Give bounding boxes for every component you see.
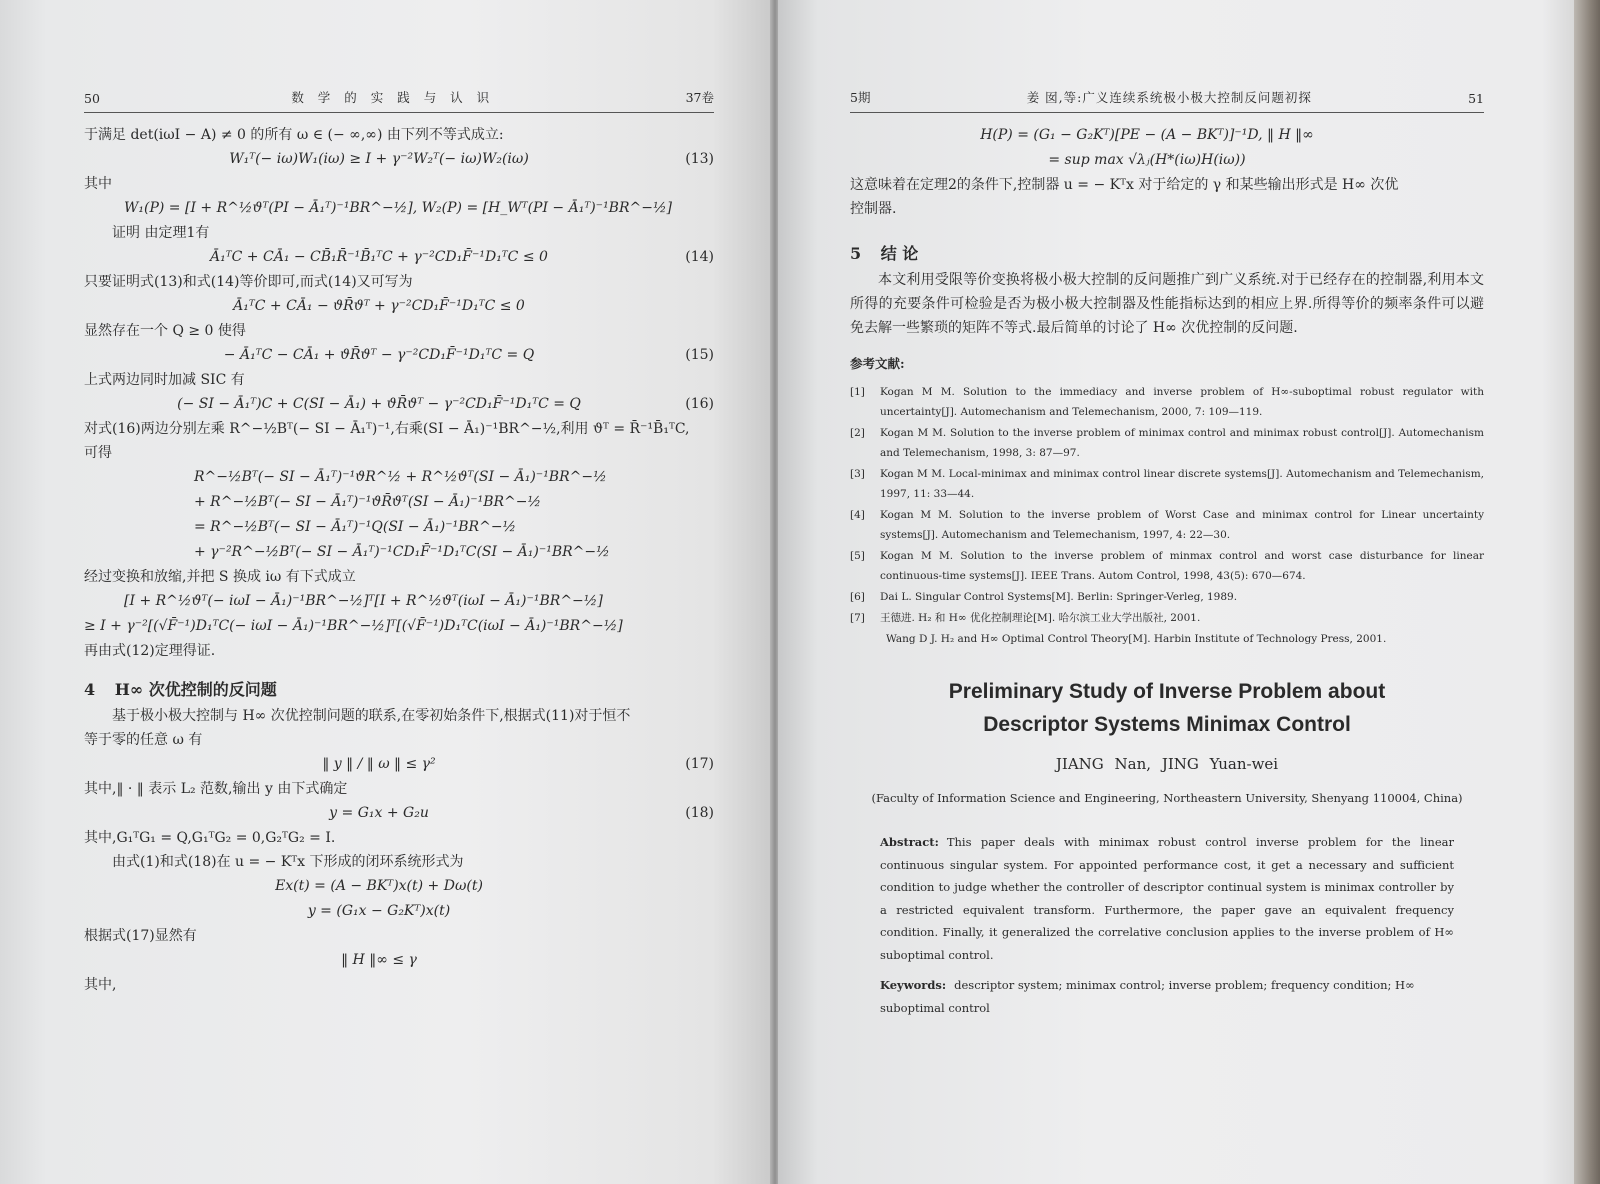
section-4-heading	[84, 677, 714, 700]
reference-item	[850, 608, 1484, 628]
theorem-conclusion	[850, 173, 1484, 221]
section-number: 4	[84, 680, 96, 699]
reference-text: Kogan M M. Solution to the inverse problem of Worst Case and minimax control for Linear uncertainty systems[J]. Automechanism and Telemechanism, 1997, 4: 22—30.	[880, 509, 1484, 541]
reference-item	[850, 505, 1484, 545]
left-page-number: 50	[84, 91, 100, 106]
equation-text: Ā₁ᵀC + CĀ₁ − ϑR̄ϑᵀ + γ⁻²CD₁F̄⁻¹D₁ᵀC ≤ 0	[233, 298, 525, 314]
equation-text: (− SI − Ā₁ᵀ)C + C(SI − Ā₁) + ϑR̄ϑᵀ − γ⁻²CD₁F̄⁻¹D₁ᵀC = Q	[177, 396, 581, 412]
equation	[84, 515, 714, 540]
left-body	[84, 123, 714, 663]
reference-text: Kogan M M. Solution to the immediacy and inverse problem of H∞-suboptimal robust regulator with uncertainty[J]. Automechanism and Telemechanism, 2000, 7: 109—119.	[880, 386, 1484, 418]
reference-number: [3]	[850, 468, 865, 480]
equation-text: R^−½Bᵀ(− SI − Ā₁ᵀ)⁻¹ϑR^½ + R^½ϑᵀ(SI − Ā₁)⁻¹BR^−½	[194, 469, 607, 485]
equation-text: y = (G₁x − G₂Kᵀ)x(t)	[307, 903, 451, 919]
equation-text: ‖ H ‖∞ ≤ γ	[341, 952, 417, 968]
equation-text: − Ā₁ᵀC − CĀ₁ + ϑR̄ϑᵀ − γ⁻²CD₁F̄⁻¹D₁ᵀC = Q	[223, 347, 535, 363]
section-title: 结 论	[880, 244, 919, 263]
text-line: 其中,	[84, 977, 117, 993]
text-line: 根据式(17)显然有	[84, 928, 197, 944]
equation	[850, 148, 1484, 173]
reference-number: [2]	[850, 427, 865, 439]
text-line: 于满足 det(iωI − A) ≠ 0 的所有 ω ∈ (− ∞,∞) 由下列不等式成立:	[84, 127, 504, 143]
english-title-line-2: Descriptor Systems Minimax Control	[983, 713, 1351, 736]
equation	[84, 245, 714, 270]
reference-item	[850, 423, 1484, 463]
equation-text: ≥ I + γ⁻²[(√F̄⁻¹)D₁ᵀC(− iωI − Ā₁)⁻¹BR^−½]ᵀ[(√F̄⁻¹)D₁ᵀC(iωI − Ā₁)⁻¹BR^−½]	[84, 618, 623, 634]
equation-text: = R^−½Bᵀ(− SI − Ā₁ᵀ)⁻¹Q(SI − Ā₁)⁻¹BR^−½	[194, 519, 517, 535]
text-line: 经过变换和放缩,并把 S 换成 iω 有下式成立	[84, 569, 356, 585]
text-line: 基于极小极大控制与 H∞ 次优控制问题的联系,在零初始条件下,根据式(11)对于恒不	[112, 708, 631, 724]
reference-text: Dai L. Singular Control Systems[M]. Berlin: Springer-Verleg, 1989.	[880, 591, 1238, 603]
text-line: 等于零的任意 ω 有	[84, 732, 203, 748]
equation	[84, 147, 714, 172]
equation	[84, 392, 714, 417]
english-title	[850, 675, 1484, 741]
reference-number: [4]	[850, 509, 865, 521]
text-line: 显然存在一个 Q ≥ 0 使得	[84, 323, 246, 339]
equation	[84, 752, 714, 777]
equation	[84, 948, 714, 973]
right-page	[778, 0, 1574, 1184]
reference-item	[850, 382, 1484, 422]
reference-text: Wang D J. H₂ and H∞ Optimal Control Theory[M]. Harbin Institute of Technology Press, 2001.	[886, 633, 1387, 645]
equation	[84, 899, 714, 924]
section-5-heading	[850, 241, 1484, 264]
abstract-text: This paper deals with minimax robust control inverse problem for the linear continuous singular system. For appointed performance cost, it get a necessary and sufficient condition to judge whether the controller of descriptor continual system is minimax controller by a restricted equivalent transform. Furthermore, the paper gave an equivalent frequency condition. Finally, it generalized the correlative conclusion applies to the inverse problem of H∞ suboptimal control.	[880, 835, 1454, 962]
keywords	[880, 974, 1454, 1019]
equation	[84, 589, 714, 614]
keywords-text: descriptor system; minimax control; inverse problem; frequency condition; H∞ suboptimal control	[880, 978, 1415, 1015]
text-line: 其中,‖ · ‖ 表示 L₂ 范数,输出 y 由下式确定	[84, 781, 348, 797]
equation	[84, 801, 714, 826]
equation-text: ‖ y ‖ / ‖ ω ‖ ≤ γ²	[322, 756, 436, 772]
equation-number: (18)	[685, 805, 714, 821]
equation-number: (17)	[685, 756, 714, 772]
equation-text: Ex(t) = (A − BKᵀ)x(t) + Dω(t)	[275, 878, 483, 894]
reference-item	[850, 546, 1484, 586]
article-short-title: 姜 囡,等:广义连续系统极小极大控制反问题初探	[1026, 90, 1312, 105]
conclusion-paragraph: 本文利用受限等价变换将极小极大控制的反问题推广到广义系统.对于已经存在的控制器,利用本文所得的充要条件可检验是否为极小极大控制器及性能指标达到的相应上界.所得等价的频率条件可以避免去解一些繁琐的矩阵不等式.最后简单的讨论了 H∞ 次优控制的反问题.	[850, 272, 1484, 336]
equation	[84, 540, 714, 565]
english-affiliation: (Faculty of Information Science and Engineering, Northeastern University, Shenyang 110004, China)	[871, 791, 1463, 805]
equation-text: W₁(P) = [I + R^½ϑᵀ(PI − Ā₁ᵀ)⁻¹BR^−½], W₂(P) = [H_Wᵀ(PI − Ā₁ᵀ)⁻¹BR^−½]	[124, 200, 673, 216]
reference-text: Kogan M M. Solution to the inverse problem of minmax control and worst case disturbance for linear continuous-time systems[J]. IEEE Trans. Autom Control, 1998, 43(5): 670—674.	[880, 550, 1484, 582]
text-line: 其中	[84, 176, 112, 192]
equation	[84, 490, 714, 515]
equation-text: + R^−½Bᵀ(− SI − Ā₁ᵀ)⁻¹ϑR̄ϑᵀ(SI − Ā₁)⁻¹BR^−½	[194, 494, 542, 510]
reference-text: Kogan M M. Solution to the inverse problem of minimax control and minimax robust control[J]. Automechanism and Telemechanism, 1998, 3: 87—97.	[880, 427, 1484, 459]
equation	[84, 294, 714, 319]
page-edge-stack	[1574, 0, 1600, 1184]
reference-item	[850, 587, 1484, 607]
left-running-head	[84, 88, 714, 113]
text-line: 这意味着在定理2的条件下,控制器 u = − Kᵀx 对于给定的 γ 和某些输出形式是 H∞ 次优	[850, 177, 1399, 193]
right-page-number: 51	[1468, 91, 1484, 106]
reference-text: Kogan M M. Local-minimax and minimax control linear discrete systems[J]. Automechanism and Telemechanism, 1997, 11: 33—44.	[880, 468, 1484, 500]
right-running-head	[850, 88, 1484, 113]
issue-label: 5期	[850, 90, 871, 105]
equation	[84, 874, 714, 899]
equation	[84, 196, 714, 221]
text-line: 控制器.	[850, 201, 897, 217]
reference-text: 王德进. H₂ 和 H∞ 优化控制理论[M]. 哈尔滨工业大学出版社, 2001.	[880, 612, 1201, 624]
journal-name: 数 学 的 实 践 与 认 识	[291, 90, 495, 105]
equation-number: (14)	[685, 249, 714, 265]
equation-text: H(P) = (G₁ − G₂Kᵀ)[PE − (A − BKᵀ)]⁻¹D, ‖ H ‖∞	[980, 127, 1314, 143]
reference-number: [7]	[850, 612, 865, 624]
abstract-label: Abstract:	[880, 835, 939, 849]
equation	[850, 123, 1484, 148]
right-equations	[850, 123, 1484, 173]
equation-text: = sup max √λⱼ(H*(iω)H(iω))	[1048, 152, 1246, 168]
left-page	[0, 0, 774, 1184]
english-title-line-1: Preliminary Study of Inverse Problem about	[948, 680, 1386, 703]
reference-number: [5]	[850, 550, 865, 562]
english-authors: JIANG Nan, JING Yuan-wei	[1055, 755, 1279, 773]
equation-text: W₁ᵀ(− iω)W₁(iω) ≥ I + γ⁻²W₂ᵀ(− iω)W₂(iω)	[229, 151, 529, 167]
text-line: 对式(16)两边分别左乘 R^−½Bᵀ(− SI − Ā₁ᵀ)⁻¹,右乘(SI − Ā₁)⁻¹BR^−½,利用 ϑᵀ = R̄⁻¹B̄₁ᵀC,	[84, 421, 690, 437]
equation-number: (13)	[685, 151, 714, 167]
abstract	[880, 831, 1454, 966]
keywords-label: Keywords:	[880, 978, 947, 992]
text-line: 由式(1)和式(18)在 u = − Kᵀx 下形成的闭环系统形式为	[112, 854, 464, 870]
equation-number: (15)	[685, 347, 714, 363]
references-list	[850, 382, 1484, 649]
equation-text: + γ⁻²R^−½Bᵀ(− SI − Ā₁ᵀ)⁻¹CD₁F̄⁻¹D₁ᵀC(SI − Ā₁)⁻¹BR^−½	[194, 544, 610, 560]
equation-text: [I + R^½ϑᵀ(− iωI − Ā₁)⁻¹BR^−½]ᵀ[I + R^½ϑᵀ(iωI − Ā₁)⁻¹BR^−½]	[124, 593, 603, 609]
section-4-body	[84, 704, 714, 997]
reference-item	[850, 629, 1484, 649]
reference-item	[850, 464, 1484, 504]
text-line: 再由式(12)定理得证.	[84, 643, 216, 659]
equation	[84, 343, 714, 368]
text-line: 只要证明式(13)和式(14)等价即可,而式(14)又可写为	[84, 274, 413, 290]
text-line: 可得	[84, 445, 112, 461]
references-title: 参考文献:	[850, 356, 905, 371]
section-number: 5	[850, 244, 862, 263]
text-line: 证明 由定理1有	[112, 225, 210, 241]
text-line: 上式两边同时加减 SIC 有	[84, 372, 245, 388]
equation-number: (16)	[685, 396, 714, 412]
volume-label: 37卷	[685, 90, 714, 105]
reference-number: [1]	[850, 386, 865, 398]
equation-text: y = G₁x + G₂u	[329, 805, 429, 821]
text-line: 其中,G₁ᵀG₁ = Q,G₁ᵀG₂ = 0,G₂ᵀG₂ = I.	[84, 830, 336, 846]
equation	[84, 465, 714, 490]
equation	[84, 614, 714, 639]
reference-number: [6]	[850, 591, 865, 603]
equation-text: Ā₁ᵀC + CĀ₁ − CB̄₁R̄⁻¹B̄₁ᵀC + γ⁻²CD₁F̄⁻¹D₁ᵀC ≤ 0	[210, 249, 548, 265]
section-title: H∞ 次优控制的反问题	[114, 680, 277, 699]
